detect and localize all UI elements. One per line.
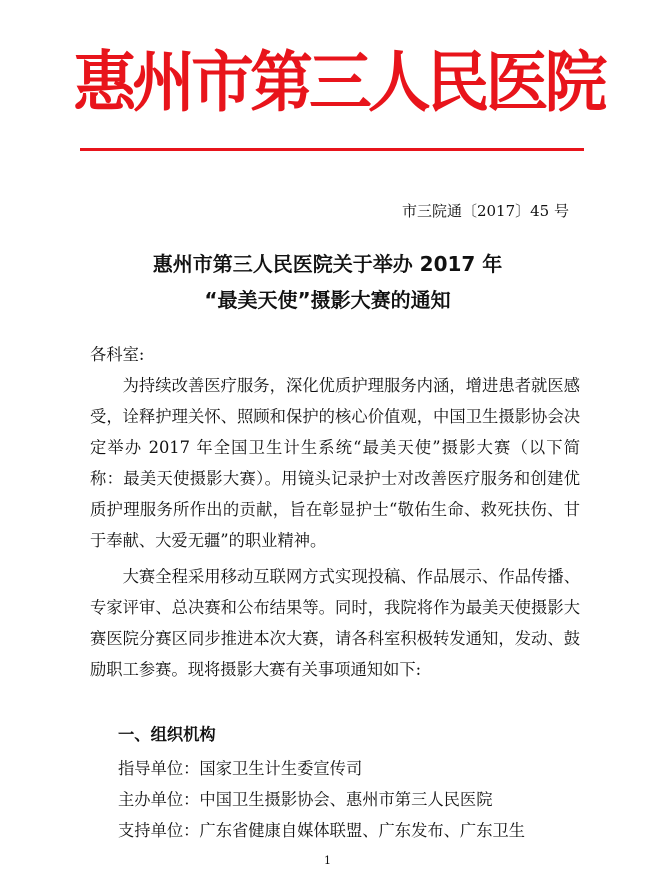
notice-title-line-2: “最美天使”摄影大赛的通知 [204,288,451,312]
letterhead-red-rule [80,148,584,151]
paragraph-1-block [90,370,580,556]
salutation: 各科室: [90,345,145,364]
document-number: 市三院通〔2017〕45 号 [401,202,569,220]
paragraph-2: 大赛全程采用移动互联网方式实现投稿、作品展示、作品传播、专家评审、总决赛和公布结果等。同时，我院将作为最美天使摄影大赛医院分赛区同步推进本次大赛，请各科室积极转发通知，发动、鼓励职工参赛。现将摄影大赛有关事项通知如下: [90,567,580,679]
section-heading-organization: 一、组织机构 [118,725,216,744]
letterhead-title: 惠州市第三人民医院 [73,44,604,121]
paragraph-2-block [90,561,580,685]
notice-title-line-1: 惠州市第三人民医院关于举办 2017 年 [152,252,503,276]
paragraph-1: 为持续改善医疗服务，深化优质护理服务内涵，增进患者就医感受，诠释护理关怀、照顾和保护的核心价值观，中国卫生摄影协会决定举办 2017 年全国卫生计生系统“最美天使”摄影大赛（以下简称：最美天使摄影大赛）。用镜头记录护士对改善医疗服务和创建优质护理服务所作出的贡献，旨在彰显护士“敬佑生命、救死扶伤、甘于奉献、大爱无疆”的职业精神。 [90,376,580,550]
guiding-unit-line: 指导单位：国家卫生计生委宣传司 [118,759,363,778]
page-number: 1 [324,854,331,867]
organizer-line: 主办单位：中国卫生摄影协会、惠州市第三人民医院 [118,790,493,809]
supporting-unit-line: 支持单位：广东省健康自媒体联盟、广东发布、广东卫生 [118,821,526,840]
